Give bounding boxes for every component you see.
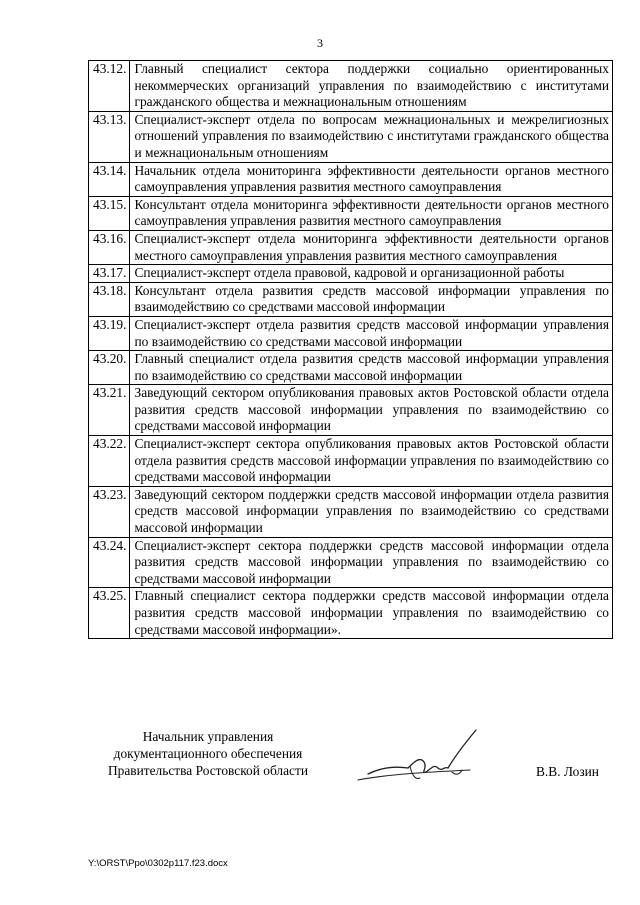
position-title: Начальник отдела мониторинга эффективности деятельности органов местного самоуправления управления развития местного самоуправления (130, 162, 613, 196)
table-row (89, 282, 613, 316)
position-title: Главный специалист отдела развития средств массовой информации управления по взаимодействию со средствами массовой информации (130, 351, 613, 385)
row-number: 43.23. (89, 486, 130, 537)
table-row (89, 351, 613, 385)
position-title: Заведующий сектором поддержки средств массовой информации отдела развития средств массовой информации управления по взаимодействию со средствами массовой информации (130, 486, 613, 537)
table-row (89, 436, 613, 487)
table-row (89, 230, 613, 264)
signatory-position (88, 728, 328, 779)
page-number: 3 (317, 36, 323, 50)
row-number: 43.25. (89, 588, 130, 639)
position-title: Специалист-эксперт отдела по вопросам межнациональных и межрелигиозных отношений управления по взаимодействию с институтами гражданского общества и межнациональным отношениям (130, 111, 613, 162)
file-path: Y:\ORST\Ppo\0302p117.f23.docx (88, 858, 228, 869)
row-number: 43.14. (89, 162, 130, 196)
handwritten-signature (350, 722, 500, 792)
position-title: Главный специалист сектора поддержки средств массовой информации отдела развития средств массовой информации управления по взаимодействию со средствами массовой информации». (130, 588, 613, 639)
position-title: Консультант отдела развития средств массовой информации управления по взаимодействию со средствами массовой информации (130, 282, 613, 316)
row-number: 43.22. (89, 436, 130, 487)
table-row (89, 486, 613, 537)
row-number: 43.13. (89, 111, 130, 162)
table-row (89, 162, 613, 196)
position-title: Консультант отдела мониторинга эффективности деятельности органов местного самоуправления управления развития местного самоуправления (130, 196, 613, 230)
row-number: 43.20. (89, 351, 130, 385)
table-row (89, 61, 613, 112)
position-title: Главный специалист сектора поддержки социально ориентированных некоммерческих организаций управления по взаимодействию с институтами гражданского общества и межнациональным отношениям (130, 61, 613, 112)
row-number: 43.24. (89, 537, 130, 588)
row-number: 43.16. (89, 230, 130, 264)
row-number: 43.19. (89, 316, 130, 350)
row-number: 43.15. (89, 196, 130, 230)
position-title: Специалист-эксперт отдела мониторинга эффективности деятельности органов местного самоуправления управления развития местного самоуправления (130, 230, 613, 264)
signatory-position-line: Правительства Ростовской области (107, 763, 309, 778)
table-row (89, 537, 613, 588)
signatory-position-line: документационного обеспечения (113, 746, 303, 761)
position-title: Специалист-эксперт сектора поддержки средств массовой информации отдела развития средств массовой информации управления по взаимодействию со средствами массовой информации (130, 537, 613, 588)
position-title: Специалист-эксперт сектора опубликования правовых актов Ростовской области отдела развития средств массовой информации управления по взаимодействию со средствами массовой информации (130, 436, 613, 487)
table-row (89, 111, 613, 162)
position-title: Заведующий сектором опубликования правовых актов Ростовской области отдела развития средств массовой информации управления по взаимодействию со средствами массовой информации (130, 385, 613, 436)
signatory-position-line: Начальник управления (142, 729, 274, 744)
row-number: 43.17. (89, 265, 130, 283)
row-number: 43.18. (89, 282, 130, 316)
positions-table-body (89, 61, 613, 639)
table-row (89, 265, 613, 283)
row-number: 43.21. (89, 385, 130, 436)
position-title: Специалист-эксперт отдела правовой, кадровой и организационной работы (130, 265, 613, 283)
row-number: 43.12. (89, 61, 130, 112)
table-row (89, 316, 613, 350)
table-row (89, 588, 613, 639)
positions-table (88, 60, 613, 639)
table-row (89, 385, 613, 436)
table-row (89, 196, 613, 230)
position-title: Специалист-эксперт отдела развития средств массовой информации управления по взаимодействию со средствами массовой информации (130, 316, 613, 350)
signatory-name: В.В. Лозин (536, 764, 599, 779)
